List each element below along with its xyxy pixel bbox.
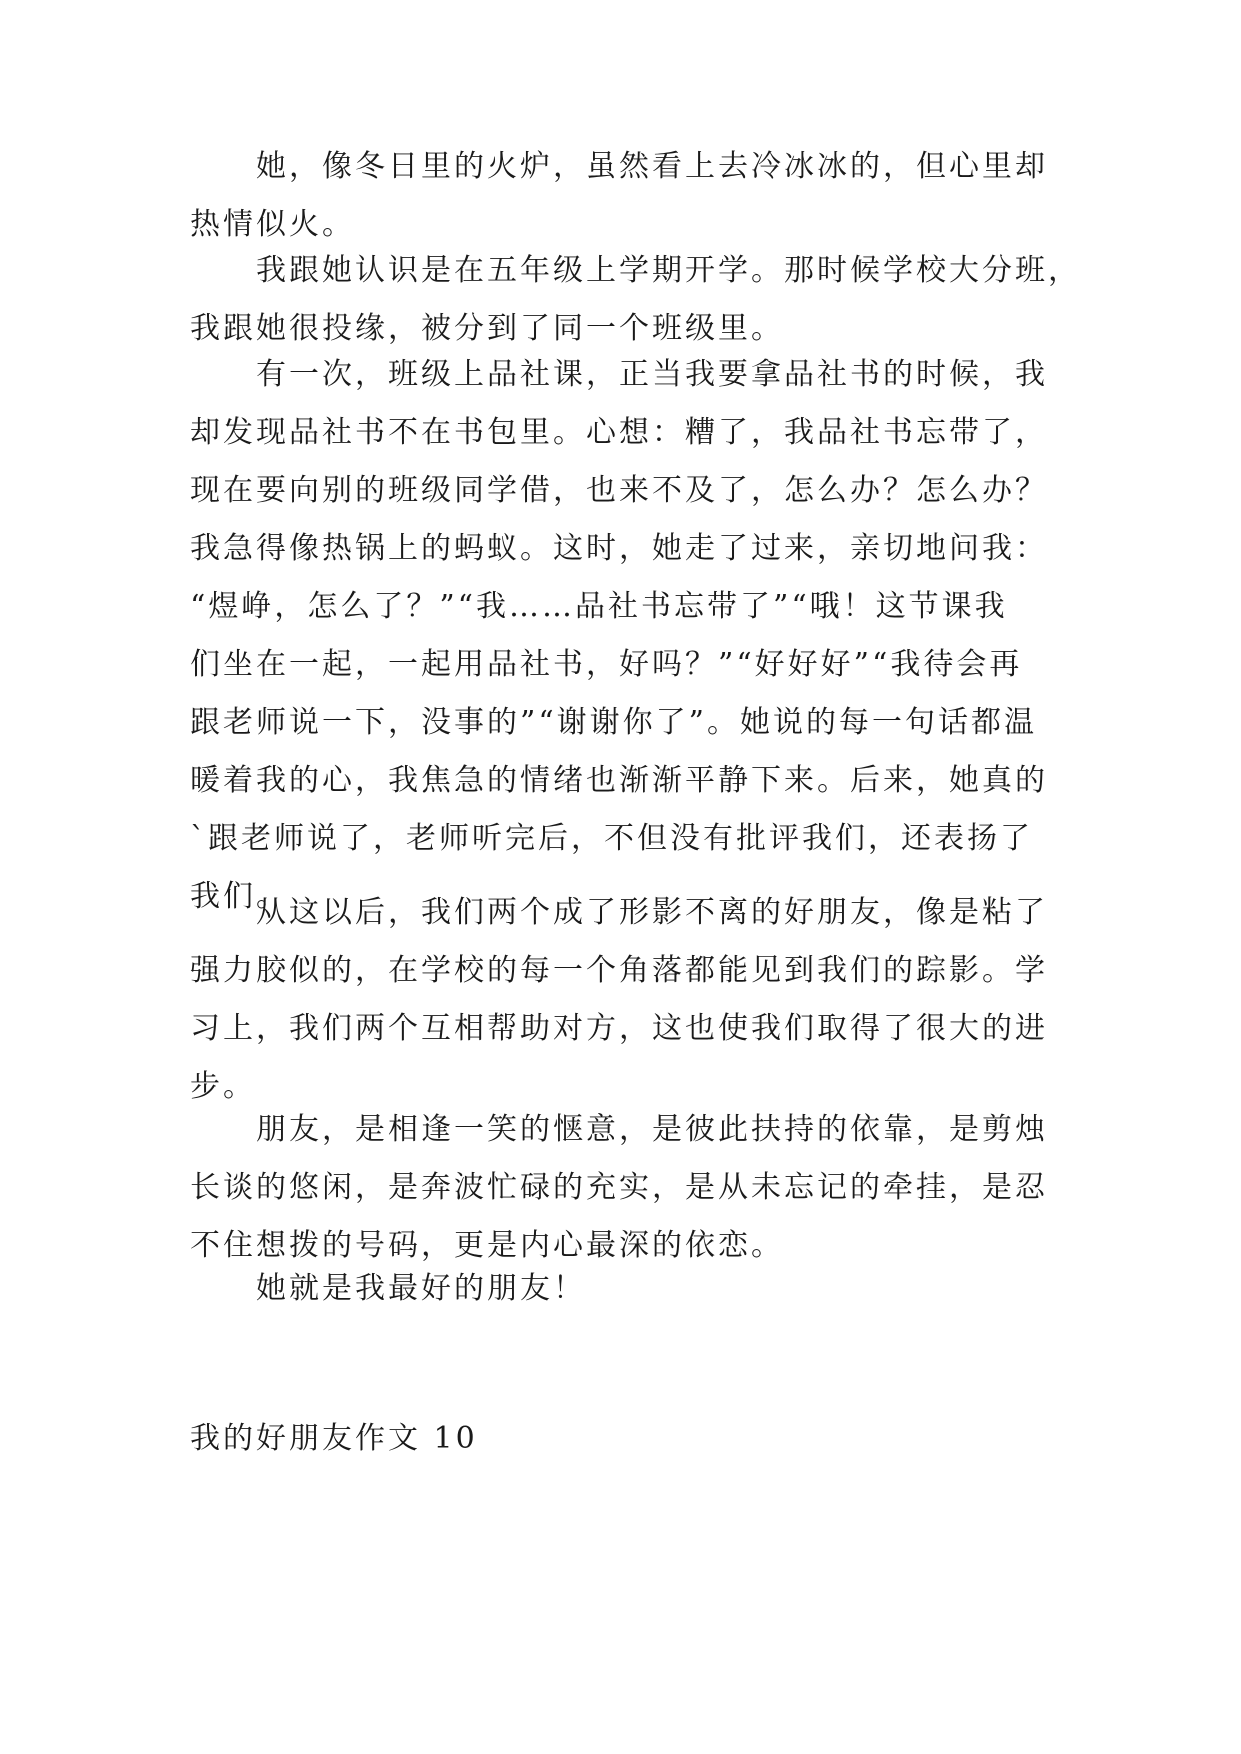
paragraph-line: `跟老师说了，老师听完后，不但没有批评我们，还表扬了 [190,821,1033,856]
paragraph-line: 我跟她很投缘，被分到了同一个班级里。 [190,311,784,346]
paragraph-line: 我们。 [190,879,289,914]
paragraph-line: 暖着我的心，我焦急的情绪也渐渐平静下来。后来，她真的 [190,763,1048,798]
paragraph-line: 现在要向别的班级同学借，也来不及了，怎么办？怎么办？ [190,473,1048,508]
paragraph-1 [190,138,1090,254]
paragraph-line: 强力胶似的，在学校的每一个角落都能见到我们的踪影。学 [190,953,1048,988]
paragraph-line: 习上，我们两个互相帮助对方，这也使我们取得了很大的进 [190,1011,1048,1046]
paragraph-3 [190,346,1090,926]
paragraph-line: 热情似火。 [190,207,355,242]
paragraph-line: 我跟她认识是在五年级上学期开学。那时候学校大分班， [256,253,1081,288]
paragraph-line: 长谈的悠闲，是奔波忙碌的充实，是从未忘记的牵挂，是忍 [190,1170,1048,1205]
paragraph-line: 们坐在一起，一起用品社书，好吗？”“好好好”“我待会再 [190,647,1023,682]
paragraph-6 [190,1260,1090,1318]
paragraph-line: 从这以后，我们两个成了形影不离的好朋友，像是粘了 [256,895,1048,930]
paragraph-line: 她就是我最好的朋友！ [256,1271,586,1306]
paragraph-line: 步。 [190,1069,256,1104]
paragraph-4 [190,884,1090,1116]
section-heading-text: 我的好朋友作文 10 [190,1421,478,1456]
paragraph-line: 有一次，班级上品社课，正当我要拿品社书的时候，我 [256,357,1048,392]
paragraph-line: 她，像冬日里的火炉，虽然看上去冷冰冰的，但心里却 [256,149,1048,184]
section-heading [190,1410,1090,1468]
paragraph-5 [190,1101,1090,1275]
paragraph-line: 却发现品社书不在书包里。心想：糟了，我品社书忘带了， [190,415,1048,450]
paragraph-line: 跟老师说一下，没事的”“谢谢你了”。她说的每一句话都温 [190,705,1038,740]
paragraph-2 [190,242,1090,358]
paragraph-line: 我急得像热锅上的蚂蚁。这时，她走了过来，亲切地问我： [190,531,1048,566]
paragraph-line: 朋友，是相逢一笑的惬意，是彼此扶持的依靠，是剪烛 [256,1112,1048,1147]
paragraph-line: “煜峥，怎么了？”“我……品社书忘带了”“哦！这节课我 [190,589,1008,624]
paragraph-line: 不住想拨的号码，更是内心最深的依恋。 [190,1228,784,1263]
